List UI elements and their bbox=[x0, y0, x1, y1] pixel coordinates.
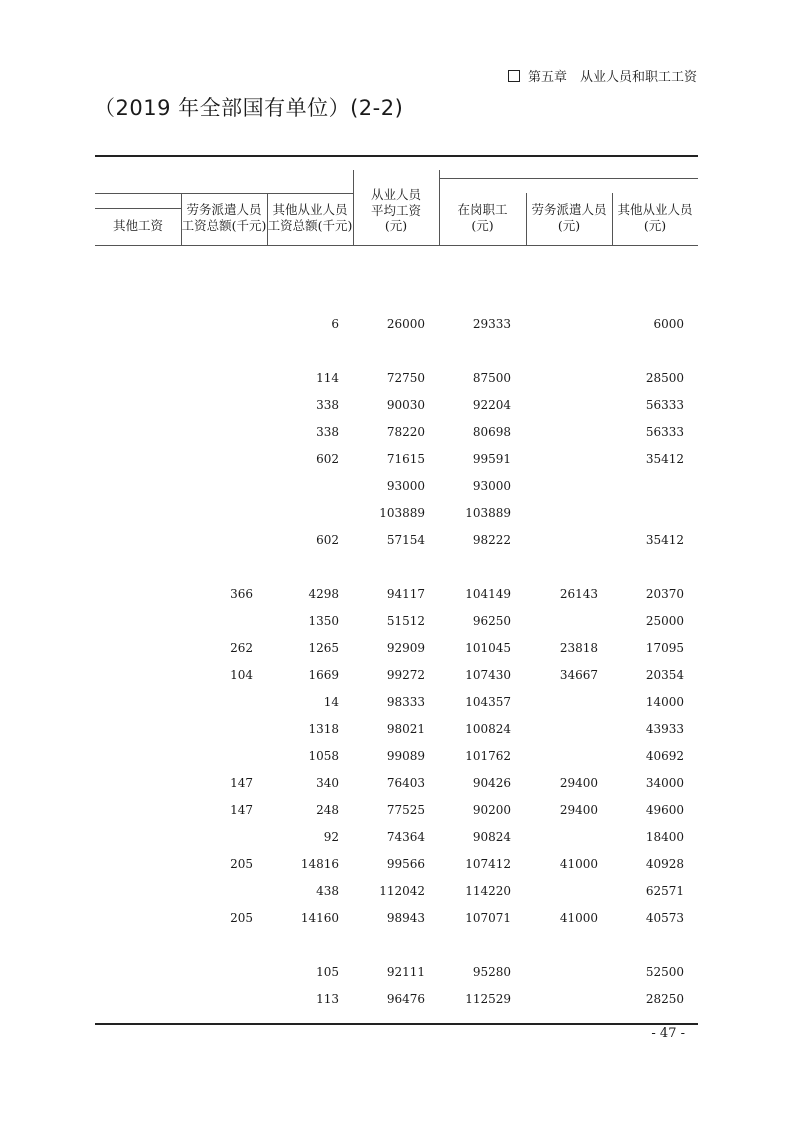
table-cell: 78220 bbox=[386, 425, 425, 439]
table-cell: 62571 bbox=[645, 884, 684, 898]
table-cell: 602 bbox=[316, 533, 339, 547]
table-cell: 95280 bbox=[472, 965, 511, 979]
table-cell: 18400 bbox=[645, 830, 684, 844]
table-cell: 107430 bbox=[465, 668, 511, 682]
table-cell: 80698 bbox=[472, 425, 511, 439]
table-cell: 112529 bbox=[465, 992, 511, 1006]
table-cell: 94117 bbox=[386, 587, 425, 601]
table-cell: 26143 bbox=[559, 587, 598, 601]
table-cell: 262 bbox=[230, 641, 253, 655]
table-cell: 93000 bbox=[386, 479, 425, 493]
table-cell: 20370 bbox=[645, 587, 684, 601]
table-cell: 105 bbox=[316, 965, 339, 979]
header-rule bbox=[439, 178, 698, 179]
page-title: （2019 年全部国有单位）(2-2) bbox=[94, 96, 404, 120]
running-head-text: 第五章 从业人员和职工工资 bbox=[527, 70, 697, 85]
table-cell: 1058 bbox=[308, 749, 339, 763]
table-cell: 114 bbox=[316, 371, 339, 385]
column-header: 其他工资 bbox=[112, 218, 163, 233]
table-cell: 338 bbox=[316, 398, 339, 412]
table-cell: 41000 bbox=[559, 857, 598, 871]
table-cell: 52500 bbox=[645, 965, 684, 979]
table-cell: 101045 bbox=[465, 641, 511, 655]
table-cell: 34000 bbox=[645, 776, 684, 790]
table-cell: 71615 bbox=[386, 452, 425, 466]
table-cell: 98333 bbox=[386, 695, 425, 709]
header-rule bbox=[95, 193, 353, 194]
column-header: 在岗职工 (元) bbox=[457, 202, 508, 233]
table-cell: 14816 bbox=[300, 857, 339, 871]
table-cell: 92204 bbox=[472, 398, 511, 412]
table-cell: 98021 bbox=[386, 722, 425, 736]
header-rule bbox=[95, 245, 698, 246]
table-cell: 104149 bbox=[465, 587, 511, 601]
table-cell: 23818 bbox=[559, 641, 598, 655]
table-cell: 90200 bbox=[472, 803, 511, 817]
column-header: 其他从业人员 工资总额(千元) bbox=[267, 202, 353, 233]
table-cell: 35412 bbox=[645, 452, 684, 466]
table-cell: 25000 bbox=[645, 614, 684, 628]
table-cell: 14160 bbox=[300, 911, 339, 925]
table-cell: 1265 bbox=[308, 641, 339, 655]
table-cell: 41000 bbox=[559, 911, 598, 925]
table-cell: 147 bbox=[230, 803, 253, 817]
table-cell: 14000 bbox=[645, 695, 684, 709]
table-cell: 147 bbox=[230, 776, 253, 790]
table-cell: 6 bbox=[331, 317, 339, 331]
table-cell: 338 bbox=[316, 425, 339, 439]
table-cell: 56333 bbox=[645, 398, 684, 412]
table-cell: 90426 bbox=[472, 776, 511, 790]
table-cell: 107071 bbox=[465, 911, 511, 925]
table-cell: 103889 bbox=[379, 506, 425, 520]
page-number: - 47 - bbox=[651, 1026, 685, 1041]
table-bottom-rule bbox=[95, 1023, 698, 1025]
table-cell: 35412 bbox=[645, 533, 684, 547]
table-cell: 114220 bbox=[465, 884, 511, 898]
table-cell: 104357 bbox=[465, 695, 511, 709]
table-cell: 90824 bbox=[472, 830, 511, 844]
header-rule bbox=[95, 208, 181, 209]
table-cell: 17095 bbox=[645, 641, 684, 655]
table-cell: 101762 bbox=[465, 749, 511, 763]
table-cell: 87500 bbox=[472, 371, 511, 385]
table-cell: 40692 bbox=[645, 749, 684, 763]
table-cell: 104 bbox=[230, 668, 253, 682]
table-cell: 43933 bbox=[645, 722, 684, 736]
table-cell: 92111 bbox=[386, 965, 425, 979]
table-cell: 248 bbox=[316, 803, 339, 817]
table-cell: 205 bbox=[230, 911, 253, 925]
table-cell: 98222 bbox=[472, 533, 511, 547]
column-header: 从业人员 平均工资 (元) bbox=[370, 187, 421, 233]
table-cell: 4298 bbox=[308, 587, 339, 601]
table-cell: 438 bbox=[316, 884, 339, 898]
table-cell: 92909 bbox=[386, 641, 425, 655]
table-cell: 29333 bbox=[472, 317, 511, 331]
table-cell: 28500 bbox=[645, 371, 684, 385]
table-cell: 1669 bbox=[308, 668, 339, 682]
table-cell: 51512 bbox=[386, 614, 425, 628]
running-head bbox=[508, 66, 697, 85]
table-cell: 112042 bbox=[379, 884, 425, 898]
column-header: 劳务派遣人员 工资总额(千元) bbox=[181, 202, 267, 233]
column-header: 劳务派遣人员 (元) bbox=[531, 202, 607, 233]
table-cell: 366 bbox=[230, 587, 253, 601]
table-cell: 100824 bbox=[465, 722, 511, 736]
square-bullet-icon bbox=[508, 70, 520, 82]
table-cell: 1318 bbox=[308, 722, 339, 736]
table-cell: 29400 bbox=[559, 803, 598, 817]
table-cell: 49600 bbox=[645, 803, 684, 817]
table-cell: 56333 bbox=[645, 425, 684, 439]
table-cell: 99566 bbox=[386, 857, 425, 871]
table-cell: 96250 bbox=[472, 614, 511, 628]
table-cell: 76403 bbox=[386, 776, 425, 790]
table-cell: 57154 bbox=[386, 533, 425, 547]
table-cell: 92 bbox=[323, 830, 339, 844]
table-cell: 602 bbox=[316, 452, 339, 466]
table-cell: 90030 bbox=[386, 398, 425, 412]
table-cell: 96476 bbox=[386, 992, 425, 1006]
table-cell: 40928 bbox=[645, 857, 684, 871]
table-top-rule bbox=[95, 155, 698, 157]
table-cell: 103889 bbox=[465, 506, 511, 520]
table-cell: 29400 bbox=[559, 776, 598, 790]
table-cell: 77525 bbox=[386, 803, 425, 817]
table-cell: 98943 bbox=[386, 911, 425, 925]
table-cell: 40573 bbox=[645, 911, 684, 925]
table-cell: 99272 bbox=[386, 668, 425, 682]
table-cell: 1350 bbox=[308, 614, 339, 628]
table-cell: 14 bbox=[323, 695, 339, 709]
table-cell: 6000 bbox=[653, 317, 684, 331]
table-cell: 99089 bbox=[386, 749, 425, 763]
table-cell: 107412 bbox=[465, 857, 511, 871]
table-cell: 20354 bbox=[645, 668, 684, 682]
table-cell: 26000 bbox=[386, 317, 425, 331]
table-cell: 28250 bbox=[645, 992, 684, 1006]
table-cell: 34667 bbox=[559, 668, 598, 682]
table-cell: 340 bbox=[316, 776, 339, 790]
table-cell: 205 bbox=[230, 857, 253, 871]
table-cell: 99591 bbox=[472, 452, 511, 466]
table-cell: 113 bbox=[316, 992, 339, 1006]
table-cell: 74364 bbox=[386, 830, 425, 844]
column-header: 其他从业人员 (元) bbox=[617, 202, 693, 233]
table-cell: 93000 bbox=[472, 479, 511, 493]
table-cell: 72750 bbox=[386, 371, 425, 385]
